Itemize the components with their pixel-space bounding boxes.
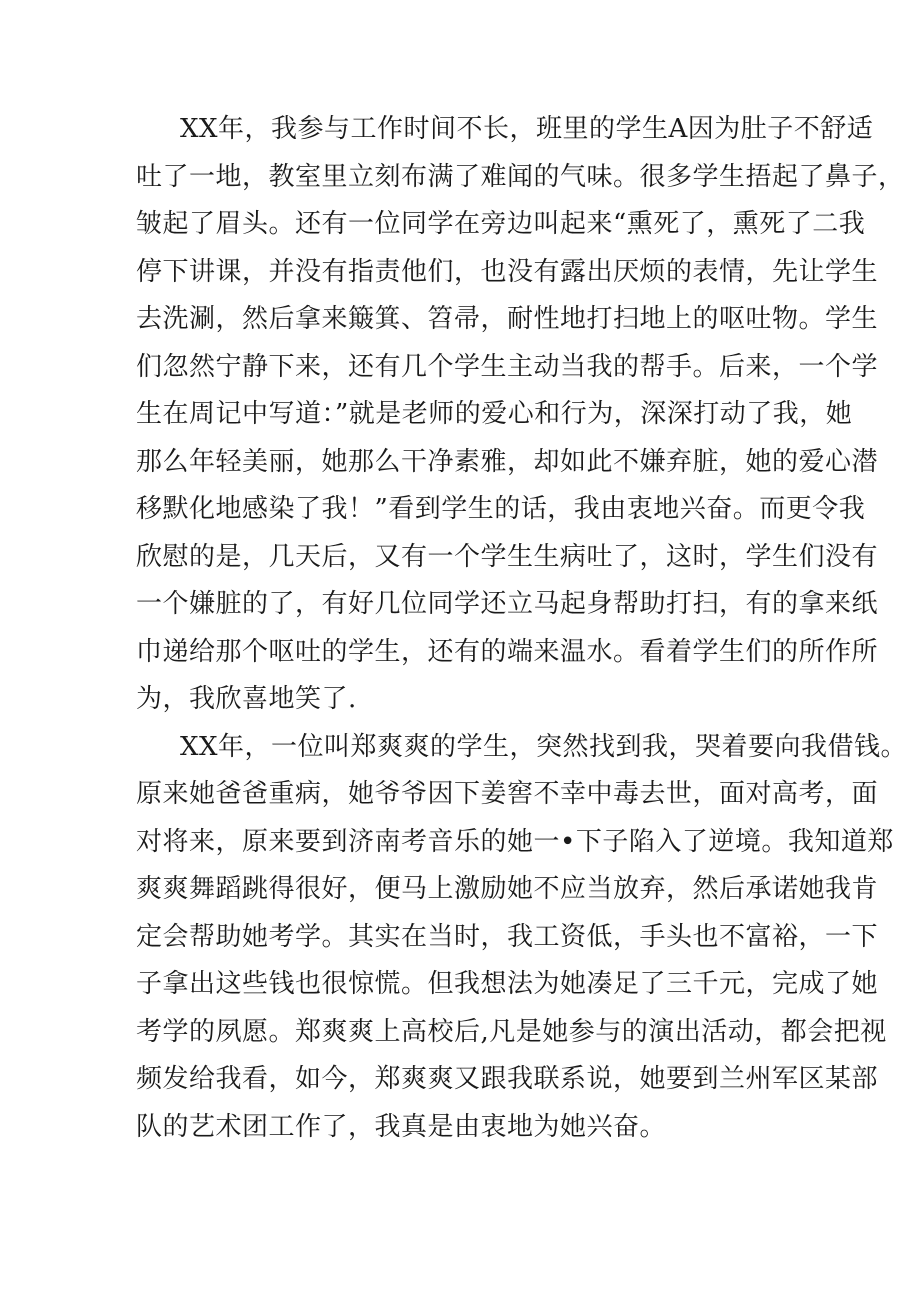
paragraph-line: 皱起了眉头。还有一位同学在旁边叫起来“熏死了，熏死了二我 — [136, 209, 866, 239]
paragraph-line: 定会帮助她考学。其实在当时，我工资低，手头也不富裕，一下 — [136, 921, 879, 952]
document-body — [136, 106, 908, 1151]
paragraph-line: 考学的夙愿。郑爽爽上高校后,凡是她参与的演出活动，都会把视 — [136, 1016, 887, 1047]
paragraph-line: 巾递给那个呕吐的学生，还有的端来温水。看着学生们的所作所 — [136, 636, 879, 667]
paragraph-line: 那么年轻美丽，她那么干净素雅，却如此不嫌弃脏，她的爱心潜 — [136, 446, 879, 477]
paragraph-2 — [136, 724, 908, 1152]
paragraph-line: 移默化地感染了我！”看到学生的话，我由衷地兴奋。而更令我 — [136, 494, 866, 524]
paragraph-line: 原来她爸爸重病，她爷爷因下姜窖不幸中毒去世，面对高考，面 — [136, 779, 879, 809]
paragraph-line: 对将来，原来要到济南考音乐的她一•下子陷入了逆境。我知道郑 — [136, 826, 894, 857]
paragraph-line: XX年，我参与工作时间不长，班里的学生A因为肚子不舒适 — [180, 114, 874, 144]
paragraph-line: 为，我欣喜地笑了. — [136, 684, 357, 714]
paragraph-line: 吐了一地，教室里立刻布满了难闻的气味。很多学生捂起了鼻子， — [136, 161, 905, 192]
paragraph-line: 队的艺术团工作了，我真是由衷地为她兴奋。 — [136, 1111, 667, 1142]
paragraph-line: 们忽然宁静下来，还有几个学生主动当我的帮手。后来，一个学 — [136, 351, 879, 382]
paragraph-line: 爽爽舞蹈跳得很好，便马上激励她不应当放弃，然后承诺她我肯 — [136, 874, 879, 904]
paragraph-line: 子拿出这些钱也很惊慌。但我想法为她凑足了三千元，完成了她 — [136, 969, 879, 999]
paragraph-line: 一个嫌脏的了，有好几位同学还立马起身帮助打扫，有的拿来纸 — [136, 589, 879, 619]
paragraph-line: 欣慰的是，几天后，又有一个学生生病吐了，这时，学生们没有 — [136, 541, 879, 572]
paragraph-line: 去洗涮，然后拿来簸箕、笤帚，耐性地打扫地上的呕吐物。学生 — [136, 304, 879, 334]
paragraph-line: 生在周记中写道：”就是老师的爱心和行为，深深打动了我，她 — [136, 399, 853, 429]
paragraph-1 — [136, 106, 905, 724]
paragraph-line: 停下讲课，并没有指责他们，也没有露出厌烦的表情，先让学生 — [136, 256, 879, 287]
paragraph-line: XX年，一位叫郑爽爽的学生，突然找到我，哭着要向我借钱。 — [180, 731, 908, 762]
paragraph-line: 频发给我看，如今，郑爽爽又跟我联系说，她要到兰州军区某部 — [136, 1064, 879, 1094]
